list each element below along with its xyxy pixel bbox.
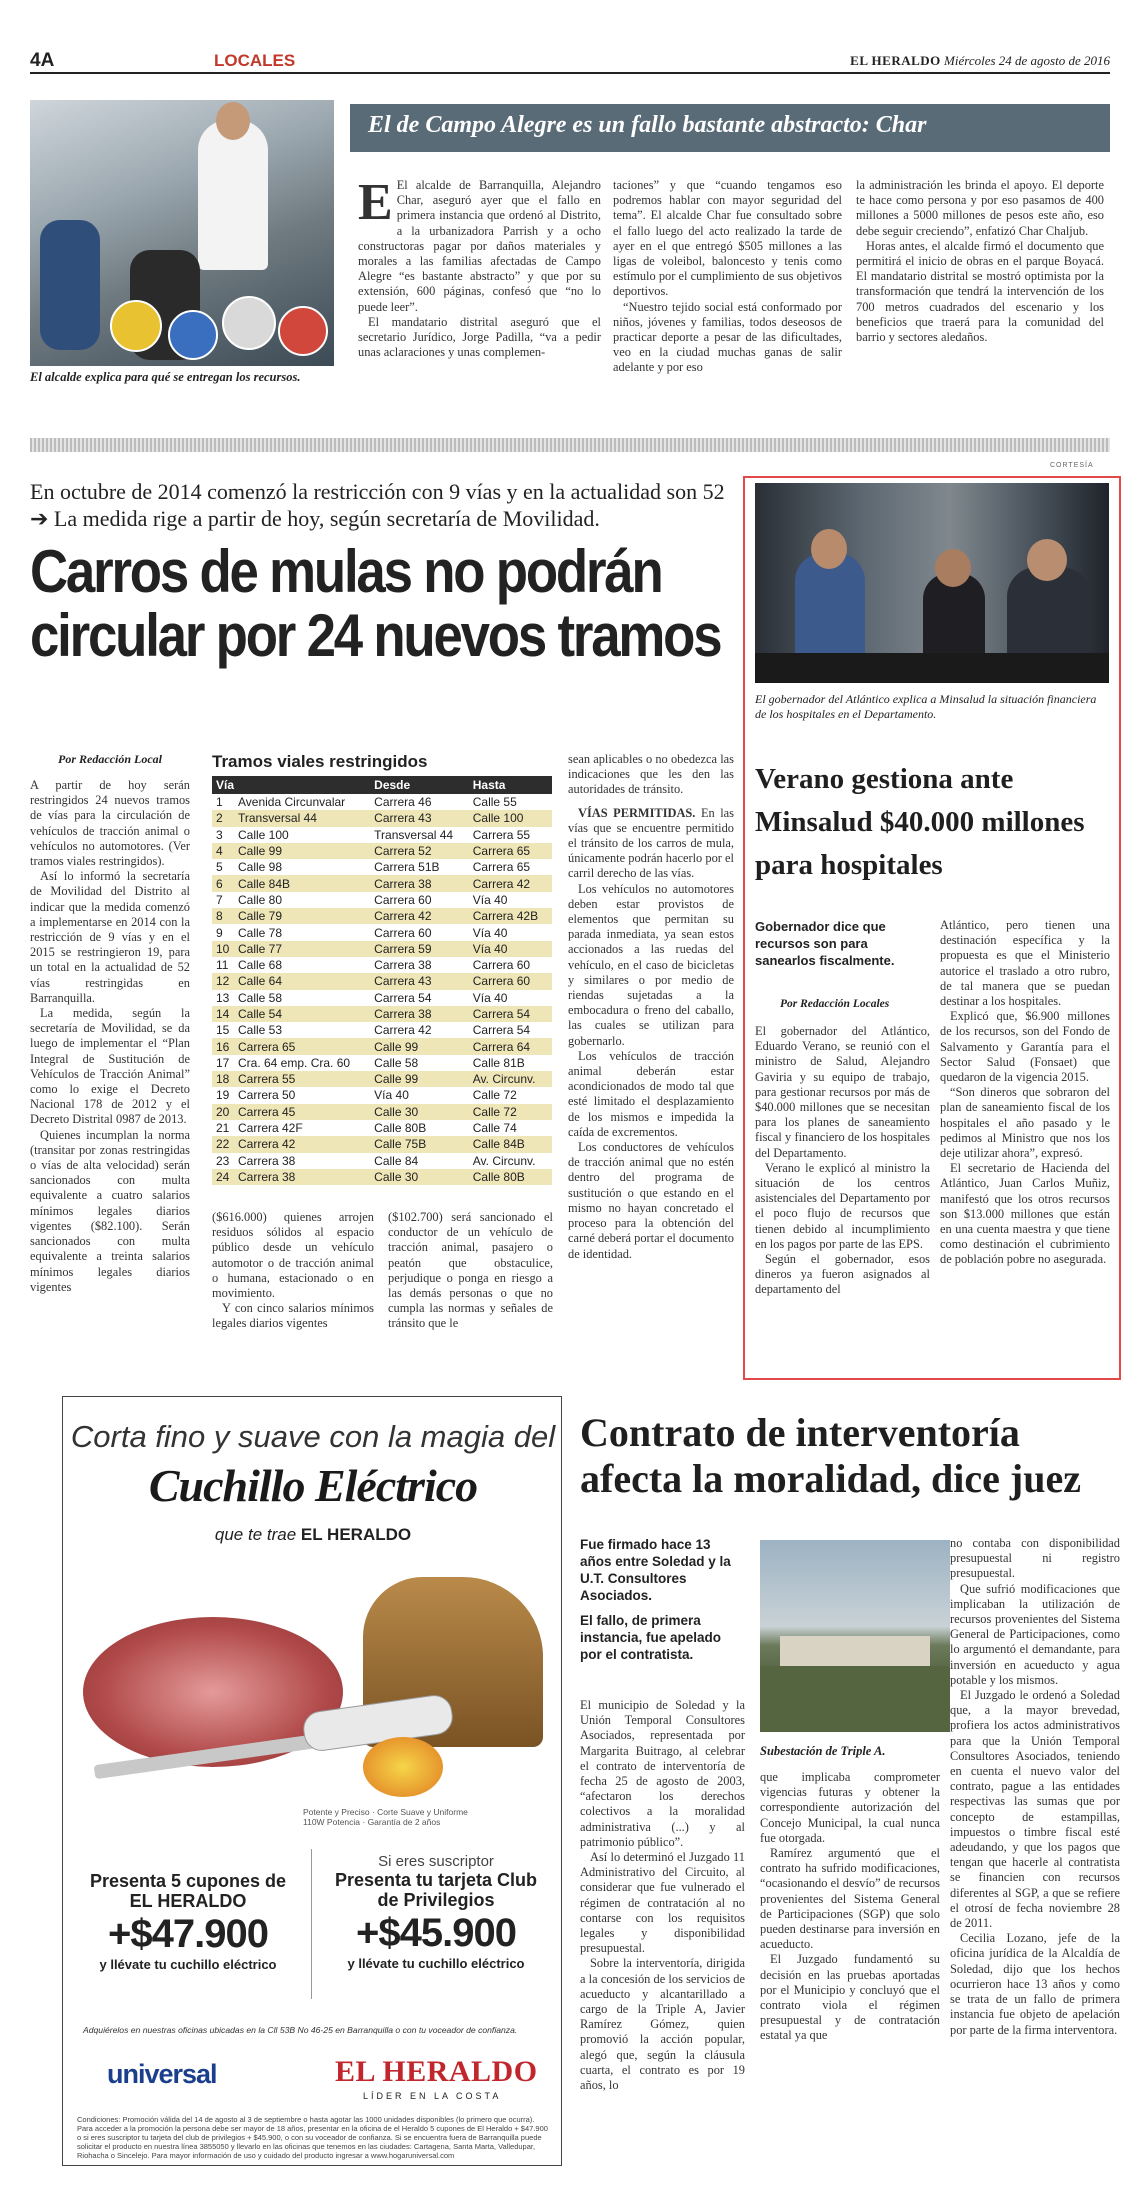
subscriber-offer-price: +$45.900	[356, 1911, 516, 1955]
ad-conditions: Condiciones: Promoción válida del 14 de agosto al 3 de septiembre o hasta agotar las 1000 unidades disponibles (lo primero que ocurra). Para acceder a la promoción la persona debe ser mayor de 18 años, presentar en la oficina de el Heraldo 5 cupones de El Heraldo + $47.900 o si eres suscriptor tu tarjeta del club de privilegios + $45.900, o con su voceador de confianza. Si se encuentra fuera de Barranquilla puede solicitar el producto en nuestra línea 3855050 y llevarlo en las oficinas que tenemos en las ciudades: Cartagena, Santa Marta, Valledupar, Riohacha o Sincelejo. Para mayor información de uso y cuidado del producto ingresar a www.hogaruniversal.com	[77, 2115, 548, 2160]
contract-subhead: El fallo, de primera instancia, fue apelado por el contratista.	[580, 1613, 722, 1662]
contract-headline: Contrato de interventoría afecta la moralidad, dice juez	[580, 1410, 1081, 1501]
mula-paragraph: La medida, según la secretaría de Movilidad, se da luego de implementar el “Plan Integral de Sustitución de Vehículos de Tracción Animal” como lo exige el Decreto Nacional 178 de 2012 y el Decreto Distrital 0987 de 2013.	[30, 1006, 190, 1127]
route-street: Calle 78	[238, 925, 283, 940]
route-from: Carrera 54	[374, 990, 432, 1005]
route-to: Calle 72	[469, 1104, 552, 1120]
contract-column-1	[580, 1698, 745, 2093]
route-street: Calle 79	[234, 908, 370, 924]
route-number: 9	[216, 925, 223, 940]
route-street: Carrera 38	[238, 1153, 296, 1168]
contract-paragraph: no contaba con disponibilidad presupuestal ni registro presupuestal.	[950, 1536, 1120, 1581]
route-number: 16	[212, 1038, 234, 1054]
mula-paragraph: A partir de hoy serán restringidos 24 nuevos tramos de vías para la circulación de vehículos de tracción animal o vehículos no automotores. (Ver tramos viales restringidos).	[30, 778, 190, 869]
paper-dateline	[850, 53, 1110, 69]
char-photo-caption: El alcalde explica para qué se entregan los recursos.	[30, 370, 301, 384]
route-to: Carrera 55	[472, 827, 531, 842]
photo-credit: CORTESÍA	[1050, 462, 1094, 469]
mula-byline: Por Redacción Local	[58, 752, 162, 766]
knife-advertisement[interactable]	[62, 1396, 562, 2166]
route-street: Carrera 65	[234, 1038, 370, 1054]
route-from: Calle 75B	[370, 1136, 469, 1152]
table-row	[212, 941, 552, 957]
char-column-1	[358, 174, 601, 360]
mula-paragraph	[568, 806, 734, 882]
route-from: Vía 40	[374, 1088, 409, 1103]
route-street: Calle 68	[238, 958, 283, 973]
route-number: 14	[212, 1006, 234, 1022]
table-row	[212, 1087, 552, 1103]
route-number: 12	[212, 973, 234, 989]
route-number: 5	[216, 860, 223, 875]
verano-headline: Verano gestiona ante Minsalud $40.000 millones para hospitales	[755, 763, 1085, 881]
table-row	[212, 1055, 552, 1071]
route-to: Calle 72	[472, 1088, 517, 1103]
mula-paragraph: ($616.000) quienes arrojen residuos sólidos al espacio público desde un vehículo automotor o de tracción animal o humana, estacionado o en movimiento.	[212, 1210, 374, 1301]
table-row	[212, 843, 552, 859]
section-divider	[30, 438, 1110, 452]
contract-paragraph: El municipio de Soledad y la Unión Temporal Consultores Asociados, representada por Margarita Buitrago, al celebrar el contrato de interventoría de fecha 25 de agosto de 2003, “afectaron los derechos colectivos a la moralidad administrativa (...) y al patrimonio público”.	[580, 1698, 745, 1849]
table-row	[212, 1071, 552, 1087]
route-to: Av. Circunv.	[469, 1071, 552, 1087]
kicker: VÍAS PERMITIDAS.	[578, 805, 696, 820]
route-number: 21	[216, 1121, 230, 1136]
paper-name: EL HERALDO	[850, 53, 941, 68]
el-heraldo-logo: EL HERALDO	[335, 2055, 538, 2088]
mula-column-3	[388, 1210, 553, 1332]
route-to: Carrera 60	[469, 973, 552, 989]
table-header: Hasta	[469, 776, 552, 794]
route-street: Calle 58	[238, 990, 283, 1005]
route-street: Calle 54	[234, 1006, 370, 1022]
route-from: Carrera 38	[370, 1006, 469, 1022]
route-number: 6	[212, 875, 234, 891]
substation-caption: Subestación de Triple A.	[760, 1744, 886, 1758]
route-from: Calle 99	[370, 1071, 469, 1087]
route-to: Vía 40	[472, 892, 508, 907]
route-from: Carrera 60	[374, 892, 432, 907]
table-row	[212, 810, 552, 826]
routes-table	[212, 776, 552, 1185]
table-row	[212, 875, 552, 891]
table-row	[212, 859, 552, 875]
table-row	[212, 1006, 552, 1022]
route-street: Carrera 38	[234, 1169, 370, 1185]
contract-paragraph: Que sufrió modificaciones que implicaban la utilización de recursos provenientes del Sistema General de Participaciones, como lo argumentó el demandante, para inversión en acueducto y agua potable y los mismos.	[950, 1581, 1120, 1687]
fruit-illustration	[363, 1737, 443, 1797]
route-to: Carrera 42B	[469, 908, 552, 924]
ad-tagline: Corta fino y suave con la magia del	[70, 1419, 556, 1454]
route-to: Calle 100	[469, 810, 552, 826]
route-number: 10	[212, 941, 234, 957]
route-number: 2	[212, 810, 234, 826]
route-from: Calle 30	[370, 1169, 469, 1185]
route-to: Calle 74	[472, 1121, 517, 1136]
verano-paragraph: “Son dineros que sobraron del plan de saneamiento fiscal de los hospitales el año pasado y le pedimos al Ministro que nos los deje utilizar ahora”, expresó.	[940, 1085, 1110, 1161]
verano-paragraph: Explicó que, $6.900 millones de los recursos, son del Fondo de Salvamento y Garantía para el Sector Salud (Fonsaet) que quedaron de la vigencia 2015.	[940, 1009, 1110, 1085]
table-row	[212, 1153, 552, 1169]
verano-byline: Por Redacción Locales	[780, 998, 890, 1010]
contract-column-3	[950, 1536, 1120, 2038]
mula-paragraph: Quienes incumplan la norma (transitar por zonas restringidas o vías de alta velocidad) serán sancionados con multa equivalente a cuatro salarios mínimos legales diarios vigentes ($82.100). Serán sancionados con multa equivalente a treinta salarios mínimos legales diarios vigentes	[30, 1127, 190, 1294]
contract-paragraph: El Juzgado le ordenó a Soledad que, a la mayor brevedad, profiera los actos administrativos para que la Unión Temporal Consultores Asociados, teniendo en cuenta el nuevo valor del contrato, pague a las entidades respectivas las sumas que por concepto de estampillas, impuestos o timbre fiscal esté adeudando, y que los pagos que tengan que hacerle al contratista se financien con recursos diferentes al SGP, a que se refiere el otrosí de fecha noviembre 28 de 2011.	[950, 1688, 1120, 1931]
route-from: Carrera 43	[370, 810, 469, 826]
route-to: Carrera 60	[472, 958, 531, 973]
ad-brand-prefix: que te trae	[214, 1525, 297, 1544]
mula-column-2	[212, 1210, 374, 1332]
route-from: Carrera 52	[370, 843, 469, 859]
subscriber-offer	[325, 1853, 547, 1971]
route-number: 22	[212, 1136, 234, 1152]
table-header: Desde	[370, 776, 469, 794]
route-street: Calle 53	[238, 1023, 283, 1038]
universal-logo: universal	[107, 2059, 217, 2089]
table-row	[212, 1120, 552, 1136]
route-street: Calle 84B	[234, 875, 370, 891]
table-row	[212, 957, 552, 973]
ad-product-name: Cuchillo Eléctrico	[148, 1460, 478, 1511]
route-number: 15	[216, 1023, 230, 1038]
route-street: Carrera 45	[234, 1104, 370, 1120]
char-paragraph: El mandatario distrital aseguró que el secretario Jurídico, Jorge Padilla, “va a pedir unas aclaraciones y unas complemen-	[358, 314, 601, 360]
route-from: Calle 99	[370, 1038, 469, 1054]
headline-line: Carros de mulas no podrán	[30, 538, 662, 605]
route-number: 19	[216, 1088, 230, 1103]
table-row	[212, 892, 552, 908]
table-row	[212, 1104, 552, 1120]
mula-column-4	[568, 752, 734, 1262]
table-header-row	[212, 776, 552, 794]
contract-paragraph: El Juzgado fundamentó su decisión en las pruebas aportadas por el Municipio y concluyó que el contrato viola el régimen presupuestal y de contratación estatal ya que	[760, 1952, 940, 2043]
route-from: Carrera 43	[370, 973, 469, 989]
route-number: 17	[216, 1055, 230, 1070]
drop-cap: E	[358, 174, 393, 231]
contract-paragraph: que implicaba comprometer vigencias futuras y obtener la correspondiente autorización del Concejo Municipal, la cual nunca fue otorgada.	[760, 1770, 940, 1845]
table-header: Vía	[212, 776, 370, 794]
kicker-text: En las vías que se encuentre permitido el tránsito de los carros de mula, únicamente podrán hacerlo por el carril derecho de las vías.	[568, 805, 734, 881]
table-row	[212, 794, 552, 810]
route-number: 24	[212, 1169, 234, 1185]
coupon-offer-title: Presenta 5 cupones de EL HERALDO	[89, 1871, 287, 1911]
route-number: 11	[216, 958, 229, 973]
table-row	[212, 924, 552, 940]
ad-brand-line	[63, 1525, 562, 1545]
route-street: Calle 77	[234, 941, 370, 957]
route-to: Vía 40	[469, 941, 552, 957]
table-row	[212, 1169, 552, 1185]
char-paragraph: “Nuestro tejido social está conformado por niños, jóvenes y familias, todos deseosos de practicar deporte a pesar de las dificultades, veo en la ciudad muchas ganas de salir adelante y por eso	[613, 299, 842, 375]
mula-paragraph: Y con cinco salarios mínimos legales diarios vigentes	[212, 1301, 374, 1331]
mula-lead: En octubre de 2014 comenzó la restricción con 9 vías y en la actualidad son 52 ➔ La medida rige a partir de hoy, según secretaría de Movilidad.	[30, 479, 725, 531]
route-street: Calle 64	[234, 973, 370, 989]
mula-paragraph: Los vehículos de tracción animal deberán estar acondicionados de modo tal que esté limitado el desplazamiento de los mismos e impedida la caída de excrementos.	[568, 1048, 734, 1139]
table-row	[212, 1038, 552, 1054]
contract-subhead: Fue firmado hace 13 años entre Soledad y la U.T. Consultores Asociados.	[580, 1537, 731, 1603]
route-street: Carrera 50	[238, 1088, 296, 1103]
char-column-2	[613, 178, 842, 376]
char-paragraph: la administración les brinda el apoyo. El deporte te hace como persona y por eso pasamos de 400 millones a 5000 millones de pesos este año, eso debe seguir creciendo”, enfatizó Char Chaljub.	[856, 178, 1104, 238]
route-from: Carrera 51B	[374, 860, 440, 875]
verano-paragraph: Según el gobernador, esos dineros ya fueron asignados al departamento del	[755, 1252, 930, 1297]
el-heraldo-tagline: LÍDER EN LA COSTA	[363, 2091, 502, 2101]
route-street: Calle 98	[238, 860, 283, 875]
route-number: 4	[212, 843, 234, 859]
route-number: 7	[216, 892, 223, 907]
table-row	[212, 1136, 552, 1152]
route-number: 1	[216, 795, 223, 810]
char-headline: El de Campo Alegre es un fallo bastante abstracto: Char	[368, 112, 927, 138]
route-street: Carrera 42	[234, 1136, 370, 1152]
route-from: Calle 30	[370, 1104, 469, 1120]
route-from: Calle 84	[374, 1153, 419, 1168]
product-note	[303, 1807, 468, 1827]
coupon-offer-price: +$47.900	[108, 1912, 268, 1956]
route-to: Calle 55	[472, 795, 517, 810]
route-from: Transversal 44	[374, 827, 454, 842]
table-title: Tramos viales restringidos	[212, 752, 428, 771]
route-number: 13	[216, 990, 230, 1005]
route-from: Calle 80B	[374, 1121, 427, 1136]
route-to: Av. Circunv.	[472, 1153, 536, 1168]
issue-date: Miércoles 24 de agosto de 2016	[944, 53, 1110, 68]
route-to: Vía 40	[472, 925, 508, 940]
coupon-offer-note: y llévate tu cuchillo eléctrico	[99, 1957, 277, 1972]
table-row	[212, 827, 552, 843]
route-street: Cra. 64 emp. Cra. 60	[238, 1055, 351, 1070]
route-from: Carrera 38	[370, 875, 469, 891]
route-to: Carrera 42	[469, 875, 552, 891]
page-number: 4A	[30, 50, 55, 71]
contract-paragraph: Así lo determinó el Juzgado 11 Administrativo del Circuito, al considerar que fue vulnerado el régimen de contratación al no contarse con los requisitos legales y disponibilidad presupuestal.	[580, 1850, 745, 1956]
route-to: Carrera 65	[472, 860, 531, 875]
contract-column-2	[760, 1770, 940, 2044]
mula-paragraph: ($102.700) será sancionado el conductor de un vehículo de tracción animal, pasajero o peatón que obstaculice, perjudique o ponga en riesgo a las demás personas o que no cumpla las normas y señales de tránsito que le	[388, 1210, 553, 1331]
char-paragraph: taciones” y que “cuando tengamos eso podremos hablar con mayor seguridad del tema”. El alcalde Char fue consultado sobre el fallo luego del acto realizado la tarde de ayer en el que entregó $505 millones a las ligas de voleibol, baloncesto y tenis como estímulo por el cumplimiento de sus objetivos deportivos.	[613, 178, 842, 299]
verano-paragraph: Verano le explicó al ministro la situación de los centros asistenciales del Departamento por el poco flujo de recursos que tienen debido al incumplimiento en los pagos por parte de las EPS.	[755, 1160, 930, 1251]
route-to: Calle 81B	[472, 1055, 525, 1070]
route-street: Carrera 55	[234, 1071, 370, 1087]
page-header	[30, 48, 1110, 74]
char-title-bar	[350, 104, 1110, 152]
meeting-photo-caption: El gobernador del Atlántico explica a Minsalud la situación financiera de los hospitales en el Departamento.	[755, 692, 1097, 721]
meeting-photo	[755, 483, 1109, 683]
product-note-line: 110W Potencia · Garantía de 2 años	[303, 1817, 441, 1827]
mula-paragraph: Los vehículos no automotores deben estar provistos de elementos que permitan su parada inmediata, ya sean estos accionados a las ruedas del vehículo, en el caso de bicicletas y similares o por medio de riendas sujetadas a la embocadura o freno del caballo, las cuales se utilizan para gobernarlo.	[568, 881, 734, 1048]
char-column-3	[856, 178, 1104, 345]
route-to: Carrera 54	[469, 1006, 552, 1022]
route-street: Transversal 44	[234, 810, 370, 826]
mula-paragraph: Los conductores de vehículos de tracción animal que no estén dentro del programa de sustitución o que estando en el mismo no hayan concretado el proceso para la obtención del carné deberá portar el documento de identidad.	[568, 1140, 734, 1261]
subscriber-label: Si eres suscriptor	[378, 1853, 494, 1870]
route-from: Carrera 60	[374, 925, 432, 940]
ad-brand: EL HERALDO	[300, 1525, 412, 1544]
table-row	[212, 990, 552, 1006]
route-from: Carrera 42	[374, 1023, 432, 1038]
route-street: Carrera 42F	[238, 1121, 303, 1136]
char-paragraph: Horas antes, el alcalde firmó el documento que permitirá el inicio de obras en el parque Boyacá. El mandatario distrital se mostró optimista por la transformación que tendrá la intervención de los 700 metros cuadrados del escenario y los beneficios que traerá para la comunidad del barrio y sectores aledaños.	[856, 238, 1104, 345]
route-number: 23	[216, 1153, 230, 1168]
route-from: Carrera 46	[374, 795, 432, 810]
contract-paragraph: Cecilia Lozano, jefe de la oficina jurídica de la Alcaldía de Soledad, dijo que los hechos ocurrieron hace 13 años y como se trata de un fallo de primera instancia fue objeto de apelación por parte de la firma interventora.	[950, 1931, 1120, 2037]
headline-line: circular por 24 nuevos tramos	[30, 602, 721, 669]
route-street: Calle 80	[238, 892, 283, 907]
mula-paragraph: Así lo informó la secretaría de Movilidad del Distrito al indicar que la medida comenzó a implementarse en 2014 con la restricción de 9 vías y en el 2015 se restringieron 19, para un total en la actualidad de 52 vías restringidas en Barranquilla.	[30, 869, 190, 1005]
route-number: 20	[212, 1104, 234, 1120]
verano-paragraph: El gobernador del Atlántico, Eduardo Verano, se reunió con el ministro de Salud, Alejandro Gaviria y su equipo de trabajo, para gestionar recursos por más de $40.000 millones que se necesitan para los planes de saneamiento fiscal y financiero de los hospitales del Departamento.	[755, 1024, 930, 1160]
product-note-line: Potente y Preciso · Corte Suave y Uniforme	[303, 1807, 468, 1817]
char-paragraph: El alcalde de Barranquilla, Alejandro Char, aseguró ayer que el fallo en primera instancia que ordenó al Distrito, a la urbanizadora Parrish y a ocho constructoras pagar por daños materiales y morales a las familias afectadas de Campo Alegre “es bastante abstracto” y que por su extensión, 600 páginas, confesó que “no lo puede leer”.	[358, 178, 601, 314]
char-photo	[30, 100, 334, 366]
table-row	[212, 1022, 552, 1038]
route-street: Calle 100	[238, 827, 289, 842]
route-to: Calle 80B	[469, 1169, 552, 1185]
mula-column-1	[30, 778, 190, 1295]
route-to: Vía 40	[472, 990, 508, 1005]
verano-column-1	[755, 1024, 930, 1298]
verano-paragraph: El secretario de Hacienda del Atlántico, Juan Carlos Muñiz, manifestó que los otros recursos son $13.000 millones que están en una cuenta maestra y que tiene como destinación el cubrimiento de población pobre no asegurada.	[940, 1161, 1110, 1267]
verano-column-2	[940, 918, 1110, 1268]
section-name: LOCALES	[214, 51, 296, 70]
route-to: Calle 84B	[469, 1136, 552, 1152]
restricted-routes-table	[212, 752, 552, 1185]
substation-photo	[760, 1540, 950, 1732]
verano-paragraph: Atlántico, pero tienen una destinación específica y la propuesta es que el Ministerio autorice el traslado a otro rubro, de tal manera que se puedan destinar a los hospitales.	[940, 918, 1110, 1009]
table-row	[212, 973, 552, 989]
ad-where-to-buy: Adquiérelos en nuestras oficinas ubicadas en la Cll 53B No 46-25 en Barranquilla o con tu voceador de confianza.	[83, 2025, 518, 2035]
route-number: 8	[212, 908, 234, 924]
contract-paragraph: Ramírez argumentó que el contrato ha sufrido modificaciones, “ocasionando el desvío” de recursos provenientes del Sistema General de Participaciones (SGP) que solo pueden destinarse para inversión en acueducto.	[760, 1846, 940, 1952]
route-from: Carrera 42	[370, 908, 469, 924]
contract-paragraph: Sobre la interventoría, dirigida a la concesión de los servicios de acueducto y alcantarillado a cargo de la Triple A, Javier Ramírez Gómez, quien promovió la acción popular, alegó que, según la cláusula cuarta, el contrato es por 19 años, lo	[580, 1956, 745, 2093]
route-to: Carrera 64	[469, 1038, 552, 1054]
route-from: Carrera 59	[370, 941, 469, 957]
route-number: 3	[216, 827, 223, 842]
route-street: Avenida Circunvalar	[238, 795, 346, 810]
subscriber-offer-title: Presenta tu tarjeta Club de Privilegios	[334, 1870, 538, 1910]
table-row	[212, 908, 552, 924]
subscriber-offer-note: y llévate tu cuchillo eléctrico	[347, 1956, 525, 1971]
verano-subhead: Gobernador dice que recursos son para sanearlos fiscalmente.	[755, 919, 895, 968]
route-number: 18	[212, 1071, 234, 1087]
coupon-offer	[77, 1853, 299, 1972]
route-to: Carrera 54	[472, 1023, 531, 1038]
route-from: Calle 58	[374, 1055, 419, 1070]
mula-paragraph: sean aplicables o no obedezca las indicaciones que les den las autoridades de tránsito.	[568, 752, 734, 797]
route-from: Carrera 38	[374, 958, 432, 973]
route-to: Carrera 65	[469, 843, 552, 859]
route-street: Calle 99	[234, 843, 370, 859]
mula-headline	[30, 538, 721, 669]
